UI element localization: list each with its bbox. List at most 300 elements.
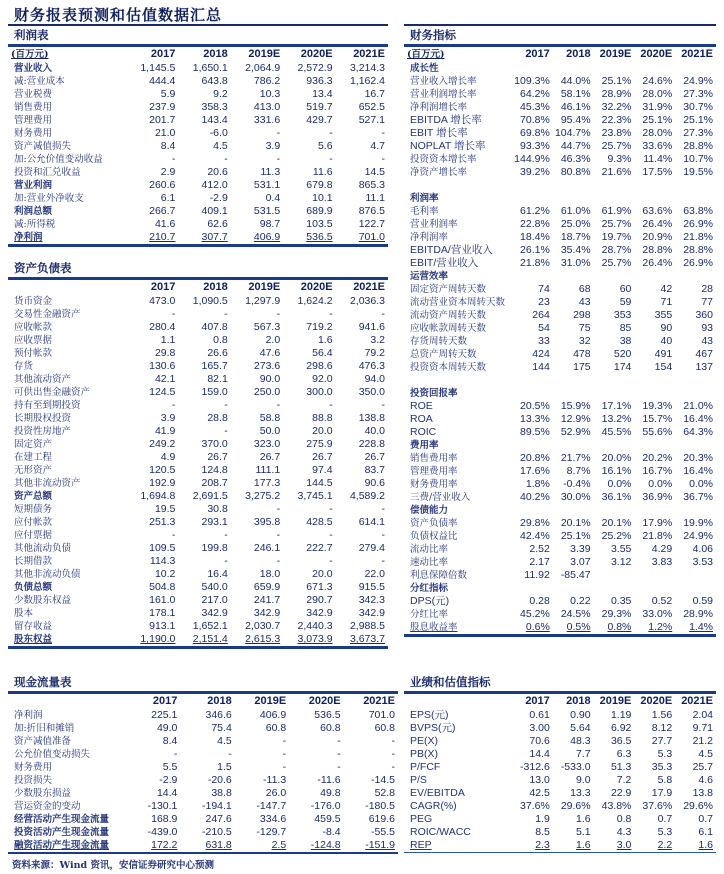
table-row (8, 503, 388, 516)
cell-value: 1,694.8 (140, 490, 176, 502)
table-row (404, 140, 716, 153)
cell-value: 25.0% (560, 218, 591, 230)
cell-value: 298 (573, 309, 591, 321)
table-row (404, 491, 716, 504)
cell-value: 473.0 (149, 295, 176, 307)
row-label: ROA (410, 413, 433, 425)
cell-value: 409.1 (201, 205, 228, 217)
header-row (404, 46, 716, 63)
cell-value: -6.0 (209, 127, 228, 139)
table-row (8, 205, 388, 218)
cell-value: 63.8% (683, 205, 713, 217)
table-row (8, 542, 388, 555)
cell-value: 109.5 (149, 542, 176, 554)
cell-value: 531.1 (253, 179, 281, 191)
cell-value: 2,030.7 (245, 620, 281, 632)
cell-value: 0.22 (570, 595, 591, 607)
financial-indicators-table (404, 44, 716, 634)
cell-value: 237.9 (149, 101, 176, 113)
table-row (8, 62, 388, 75)
cell-value: 13.2% (601, 413, 632, 425)
row-label: 运营效率 (410, 271, 449, 282)
cell-value: 124.8 (201, 464, 228, 476)
cell-value: 342.9 (358, 607, 385, 619)
cell-value: 16.4 (207, 568, 228, 580)
cell-value: 17.1% (601, 400, 632, 412)
row-label: 加:折旧和摊销 (14, 723, 75, 734)
table-row (8, 334, 388, 347)
table-row (8, 179, 388, 192)
cell-value: 342.9 (306, 607, 333, 619)
row-label: 投资资本增长率 (410, 154, 477, 165)
table-row (8, 568, 388, 581)
cell-value: 5.64 (570, 722, 591, 734)
financial-indicators-title: 财务指标 (404, 24, 716, 44)
table-row (404, 283, 716, 296)
row-label: 应收帐款 (14, 322, 53, 333)
table-row (8, 231, 388, 244)
cell-value (675, 179, 716, 192)
cell-value: 2,151.4 (192, 633, 228, 645)
cell-value: 0.8 (616, 813, 632, 825)
income-statement-title: 利润表 (8, 24, 388, 44)
table-row (8, 321, 388, 334)
cell-value: 3.07 (570, 556, 591, 568)
cell-value: 26.0 (265, 787, 287, 799)
table-row (404, 361, 716, 374)
year-header: 2020E (640, 695, 673, 707)
cell-value: - (381, 555, 385, 567)
cell-value: 64.3% (683, 426, 713, 438)
cell-value: 33 (538, 335, 550, 347)
cash-flow-panel (8, 673, 398, 854)
cell-value: 42 (660, 283, 673, 295)
cell-value: 342.9 (253, 607, 281, 619)
row-label: 存货周转天数 (410, 336, 468, 347)
year-header: 2019E (599, 48, 632, 60)
cell-value: 68 (578, 283, 591, 295)
cell-value: 279.4 (358, 542, 385, 554)
cell-value: 1.6 (698, 839, 713, 851)
cell-value: 531.5 (253, 205, 281, 217)
cell-value: 41.6 (154, 218, 176, 230)
cell-value: 18.4% (520, 231, 550, 243)
row-label: ROE (410, 400, 433, 412)
year-header: 2021E (363, 695, 395, 707)
table-row (8, 127, 388, 140)
row-label: 股东权益 (14, 634, 53, 645)
row-label: 净利润增长率 (410, 102, 468, 113)
cell-value: 679.8 (306, 179, 333, 191)
cell-value: 21.2 (692, 735, 713, 747)
table-row (404, 787, 716, 800)
table-row (404, 348, 716, 361)
cell-value: 16.4% (683, 413, 713, 425)
cell-value: - (282, 761, 287, 773)
cell-value: 0.35 (610, 595, 632, 607)
balance-sheet-panel (8, 259, 388, 649)
cell-value: 46.3% (560, 153, 591, 165)
table-row (404, 374, 716, 387)
cell-value: - (173, 748, 178, 760)
cell-value: 671.3 (306, 581, 333, 593)
cell-value: 536.5 (306, 231, 333, 243)
cell-value: 4.5 (213, 140, 228, 152)
cell-value: 1.2% (648, 621, 673, 633)
row-label: 其他非流动负债 (14, 569, 81, 580)
table-row (404, 127, 716, 140)
cell-value: 1,190.0 (140, 633, 176, 645)
cell-value (553, 192, 594, 205)
row-label: 营业利润率 (410, 219, 458, 230)
cell-value (512, 270, 553, 283)
cell-value: - (381, 529, 385, 541)
row-label: 股本 (14, 608, 34, 619)
cell-value: 80.8% (560, 166, 591, 178)
table-row (8, 412, 388, 425)
row-label: 营业收入 (14, 63, 53, 74)
cell-value: 130.6 (149, 360, 176, 372)
row-label: PEG (410, 813, 433, 825)
row-label: 交易性金融资产 (14, 309, 81, 320)
cell-value: 300.0 (306, 386, 333, 398)
cell-value: 93.3% (520, 140, 550, 152)
cell-value: 18.7% (560, 231, 591, 243)
table-row (404, 322, 716, 335)
row-label: 资产总额 (14, 491, 53, 502)
table-row (8, 735, 398, 748)
cell-value: 1.19 (610, 709, 632, 721)
cell-value: 407.8 (201, 321, 228, 333)
cell-value: 35.4% (560, 244, 591, 256)
table-row (404, 800, 716, 813)
cell-value: 95.4% (560, 114, 591, 126)
cell-value: - (276, 503, 281, 515)
cell-value: 4.06 (692, 543, 713, 555)
cell-value: 406.9 (259, 709, 287, 721)
cell-value: - (282, 735, 287, 747)
cell-value: 4.9 (160, 451, 176, 463)
cell-value: 21.8% (520, 257, 550, 269)
cell-value: 43.8% (601, 800, 632, 812)
cell-value: 16.7% (642, 465, 673, 477)
cell-value: 25.7% (601, 257, 632, 269)
cell-value: 9.0 (575, 774, 591, 786)
row-label: 少数股东权益 (14, 595, 72, 606)
cell-value: 58.1% (560, 88, 591, 100)
cell-value: 643.8 (201, 75, 228, 87)
cell-value: 159.0 (201, 386, 228, 398)
cell-value: 28.8% (683, 244, 713, 256)
cell-value: 55.6% (642, 426, 673, 438)
cell-value: 2,572.9 (297, 62, 333, 74)
table-row (8, 633, 388, 646)
cell-value (675, 62, 716, 75)
cell-value: 13.0 (529, 774, 550, 786)
row-label: EBITDA/营业收入 (410, 244, 493, 256)
cell-value: 103.5 (306, 218, 333, 230)
income-statement-table (8, 44, 388, 244)
cell-value: 941.6 (358, 321, 385, 333)
cell-value: 2.0 (265, 334, 281, 346)
table-row (404, 608, 716, 621)
table-row (8, 425, 388, 438)
cell-value: 15.7% (642, 413, 673, 425)
cell-value: - (224, 308, 228, 320)
cell-value (675, 270, 716, 283)
cell-value: 0.28 (529, 595, 550, 607)
cell-value: -533.0 (560, 761, 591, 773)
table-row (8, 347, 388, 360)
cell-value (634, 192, 675, 205)
valuation-table (404, 691, 716, 852)
table-row (8, 451, 388, 464)
cell-value: 48.3 (570, 735, 591, 747)
cell-value: 12.9% (560, 413, 591, 425)
cell-value (553, 439, 594, 452)
cell-value: 8.4 (162, 735, 178, 747)
cell-value: 323.0 (253, 438, 281, 450)
cell-value: 9.2 (213, 88, 228, 100)
cell-value: 27.3% (683, 88, 713, 100)
cell-value: - (329, 127, 333, 139)
cell-value: 0.6% (525, 621, 550, 633)
table-row (8, 464, 388, 477)
financial-indicators-panel (404, 24, 716, 637)
year-header: 2020E (640, 48, 673, 60)
cell-value: 137 (695, 361, 713, 373)
table-row (404, 813, 716, 826)
cell-value (634, 62, 675, 75)
cell-value: -194.1 (202, 800, 232, 812)
cell-value: 13.3% (520, 413, 550, 425)
cell-value: - (329, 529, 333, 541)
cell-value: 225.1 (151, 709, 178, 721)
cell-value: 413.0 (253, 101, 281, 113)
cell-value: 28.9% (683, 608, 713, 620)
table-row (404, 761, 716, 774)
cell-value: 61.9% (601, 205, 632, 217)
cell-value (512, 62, 553, 75)
cell-value: 28.8% (642, 244, 673, 256)
cell-value: 17.6% (520, 465, 550, 477)
row-label: 三费/营业收入 (410, 492, 471, 503)
cell-value: 2.2 (657, 839, 673, 851)
cell-value: - (224, 555, 228, 567)
cell-value: 2.04 (692, 709, 713, 721)
cell-value: -11.6 (317, 774, 341, 786)
cell-value: 491 (654, 348, 673, 360)
row-label: 减:营业成本 (14, 76, 65, 87)
cell-value: 222.7 (306, 542, 333, 554)
cell-value: 246.1 (253, 542, 281, 554)
cell-value: - (329, 555, 333, 567)
cell-value: 4.5 (698, 748, 713, 760)
cell-value: 27.3% (683, 127, 713, 139)
row-label: 负债总额 (14, 582, 53, 593)
row-label: 流动营业资本周转天数 (410, 297, 506, 308)
cell-value: 3.0 (616, 839, 632, 851)
cell-value (553, 62, 594, 75)
cell-value: 26.7 (207, 451, 228, 463)
year-header: 2019E (248, 281, 281, 293)
cell-value: 11.6 (312, 166, 333, 178)
cell-value (553, 374, 594, 387)
cell-value (675, 504, 716, 517)
cell-value: 2,691.5 (192, 490, 228, 502)
row-label: 长期股权投资 (14, 413, 72, 424)
cell-value: 43 (578, 296, 591, 308)
row-label: 应付帐款 (14, 517, 53, 528)
cell-value: 42.1 (154, 373, 176, 385)
cell-value: 865.3 (358, 179, 385, 191)
cell-value: - (329, 399, 333, 411)
cell-value: 64.2% (520, 88, 550, 100)
cell-value: -439.0 (147, 826, 178, 838)
cell-value: 786.2 (253, 75, 281, 87)
cell-value: 58.8 (259, 412, 281, 424)
table-row (8, 774, 398, 787)
cell-value: 0.61 (529, 709, 550, 721)
row-label: 成长性 (410, 63, 439, 74)
row-label: 无形资产 (14, 465, 53, 476)
table-row (8, 555, 388, 568)
cell-value: 37.6% (642, 800, 673, 812)
row-label: 费用率 (410, 440, 439, 451)
cell-value: 331.6 (253, 114, 281, 126)
cell-value: 26.7 (312, 451, 333, 463)
section-row (404, 439, 716, 452)
cell-value: 2.52 (529, 543, 550, 555)
row-label: NOPLAT 增长率 (410, 140, 486, 152)
cell-value: 21.8% (683, 231, 713, 243)
cell-value: 17.9 (651, 787, 673, 799)
cell-value: 40.2% (520, 491, 550, 503)
cell-value: 275.9 (306, 438, 333, 450)
cell-value: 2.17 (529, 556, 550, 568)
cell-value: 20.5% (520, 400, 550, 412)
table-row (8, 516, 388, 529)
cell-value: 10.2 (154, 568, 176, 580)
table-row (8, 709, 398, 722)
cell-value: 527.1 (358, 114, 385, 126)
cell-value: 75 (578, 322, 591, 334)
row-label: 财务费用 (14, 128, 53, 139)
cell-value: 37.6% (520, 800, 550, 812)
table-row (404, 530, 716, 543)
cell-value: 2,064.9 (245, 62, 281, 74)
row-label: ROIC (410, 426, 437, 438)
cell-value: 0.0% (689, 478, 713, 490)
cell-value: 5.3 (657, 748, 673, 760)
cell-value: 30.8 (207, 503, 228, 515)
cell-value: 19.7% (601, 231, 632, 243)
cell-value: 4.3 (616, 826, 632, 838)
cell-value: 52.8 (374, 787, 395, 799)
cell-value: 20.1% (601, 517, 632, 529)
cell-value: 46.1% (560, 101, 591, 113)
cell-value: 82.1 (207, 373, 228, 385)
row-label: 速动比率 (410, 557, 449, 568)
cell-value: 353 (613, 309, 632, 321)
cell-value: 4.29 (651, 543, 673, 555)
cell-value (675, 374, 716, 387)
row-label: 存货 (14, 361, 34, 372)
row-label: 营运资金的变动 (14, 801, 81, 812)
cell-value: 22.0 (364, 568, 385, 580)
year-header: 2020E (300, 281, 333, 293)
cell-value: -8.4 (322, 826, 341, 838)
cell-value: 6.3 (616, 748, 632, 760)
table-row (404, 569, 716, 582)
table-row (8, 826, 398, 839)
cell-value: 25.7% (601, 140, 632, 152)
row-label: ROIC/WACC (410, 826, 471, 838)
cell-value: - (391, 735, 395, 747)
cell-value: - (224, 425, 228, 437)
row-label: 管理费用 (14, 115, 53, 126)
table-row (404, 595, 716, 608)
cell-value: 5.1 (575, 826, 591, 838)
table-row (8, 218, 388, 231)
row-label: 营业利润增长率 (410, 89, 477, 100)
cell-value: - (224, 153, 228, 165)
cell-value: 876.5 (358, 205, 385, 217)
cell-value: 175 (573, 361, 591, 373)
cell-value (594, 504, 635, 517)
cell-value: - (381, 153, 385, 165)
cell-value: 33.6% (642, 140, 673, 152)
income-statement-panel (8, 24, 388, 247)
year-header: 2018 (566, 48, 591, 60)
cell-value: 44.7% (560, 140, 591, 152)
cell-value: 4.5 (217, 735, 232, 747)
cell-value: 138.8 (358, 412, 385, 424)
table-row (404, 452, 716, 465)
cell-value (594, 179, 635, 192)
section-row (404, 387, 716, 400)
cell-value (553, 270, 594, 283)
row-label: EBIT/营业收入 (410, 257, 479, 269)
cell-value: 273.6 (253, 360, 281, 372)
section-row (404, 270, 716, 283)
row-label: PE(X) (410, 735, 439, 747)
year-header: 2018 (566, 695, 591, 707)
cell-value: 1.5 (217, 761, 232, 773)
cell-value (594, 374, 635, 387)
table-row (8, 477, 388, 490)
cell-value: 42.4% (520, 530, 550, 542)
cell-value: 2,988.5 (349, 620, 385, 632)
cell-value: 2.5 (271, 839, 287, 851)
year-header: 2020E (308, 695, 341, 707)
cell-value: 0.7 (657, 813, 673, 825)
cell-value: 936.3 (306, 75, 333, 87)
cell-value: 36.9% (642, 491, 673, 503)
source-note: 资料来源：Wind 资讯，安信证券研究中心预测 (12, 860, 214, 871)
year-header: 2018 (203, 48, 228, 60)
row-label: 偿债能力 (410, 505, 449, 516)
cell-value (594, 192, 635, 205)
cell-value: 459.5 (314, 813, 341, 825)
cell-value (594, 569, 635, 582)
cell-value: 28.8% (683, 140, 713, 152)
cell-value: - (391, 761, 395, 773)
cell-value: 476.3 (358, 360, 385, 372)
row-label: PB(X) (410, 748, 439, 760)
cell-value: 0.59 (692, 595, 713, 607)
row-label: 负债权益比 (410, 531, 458, 542)
